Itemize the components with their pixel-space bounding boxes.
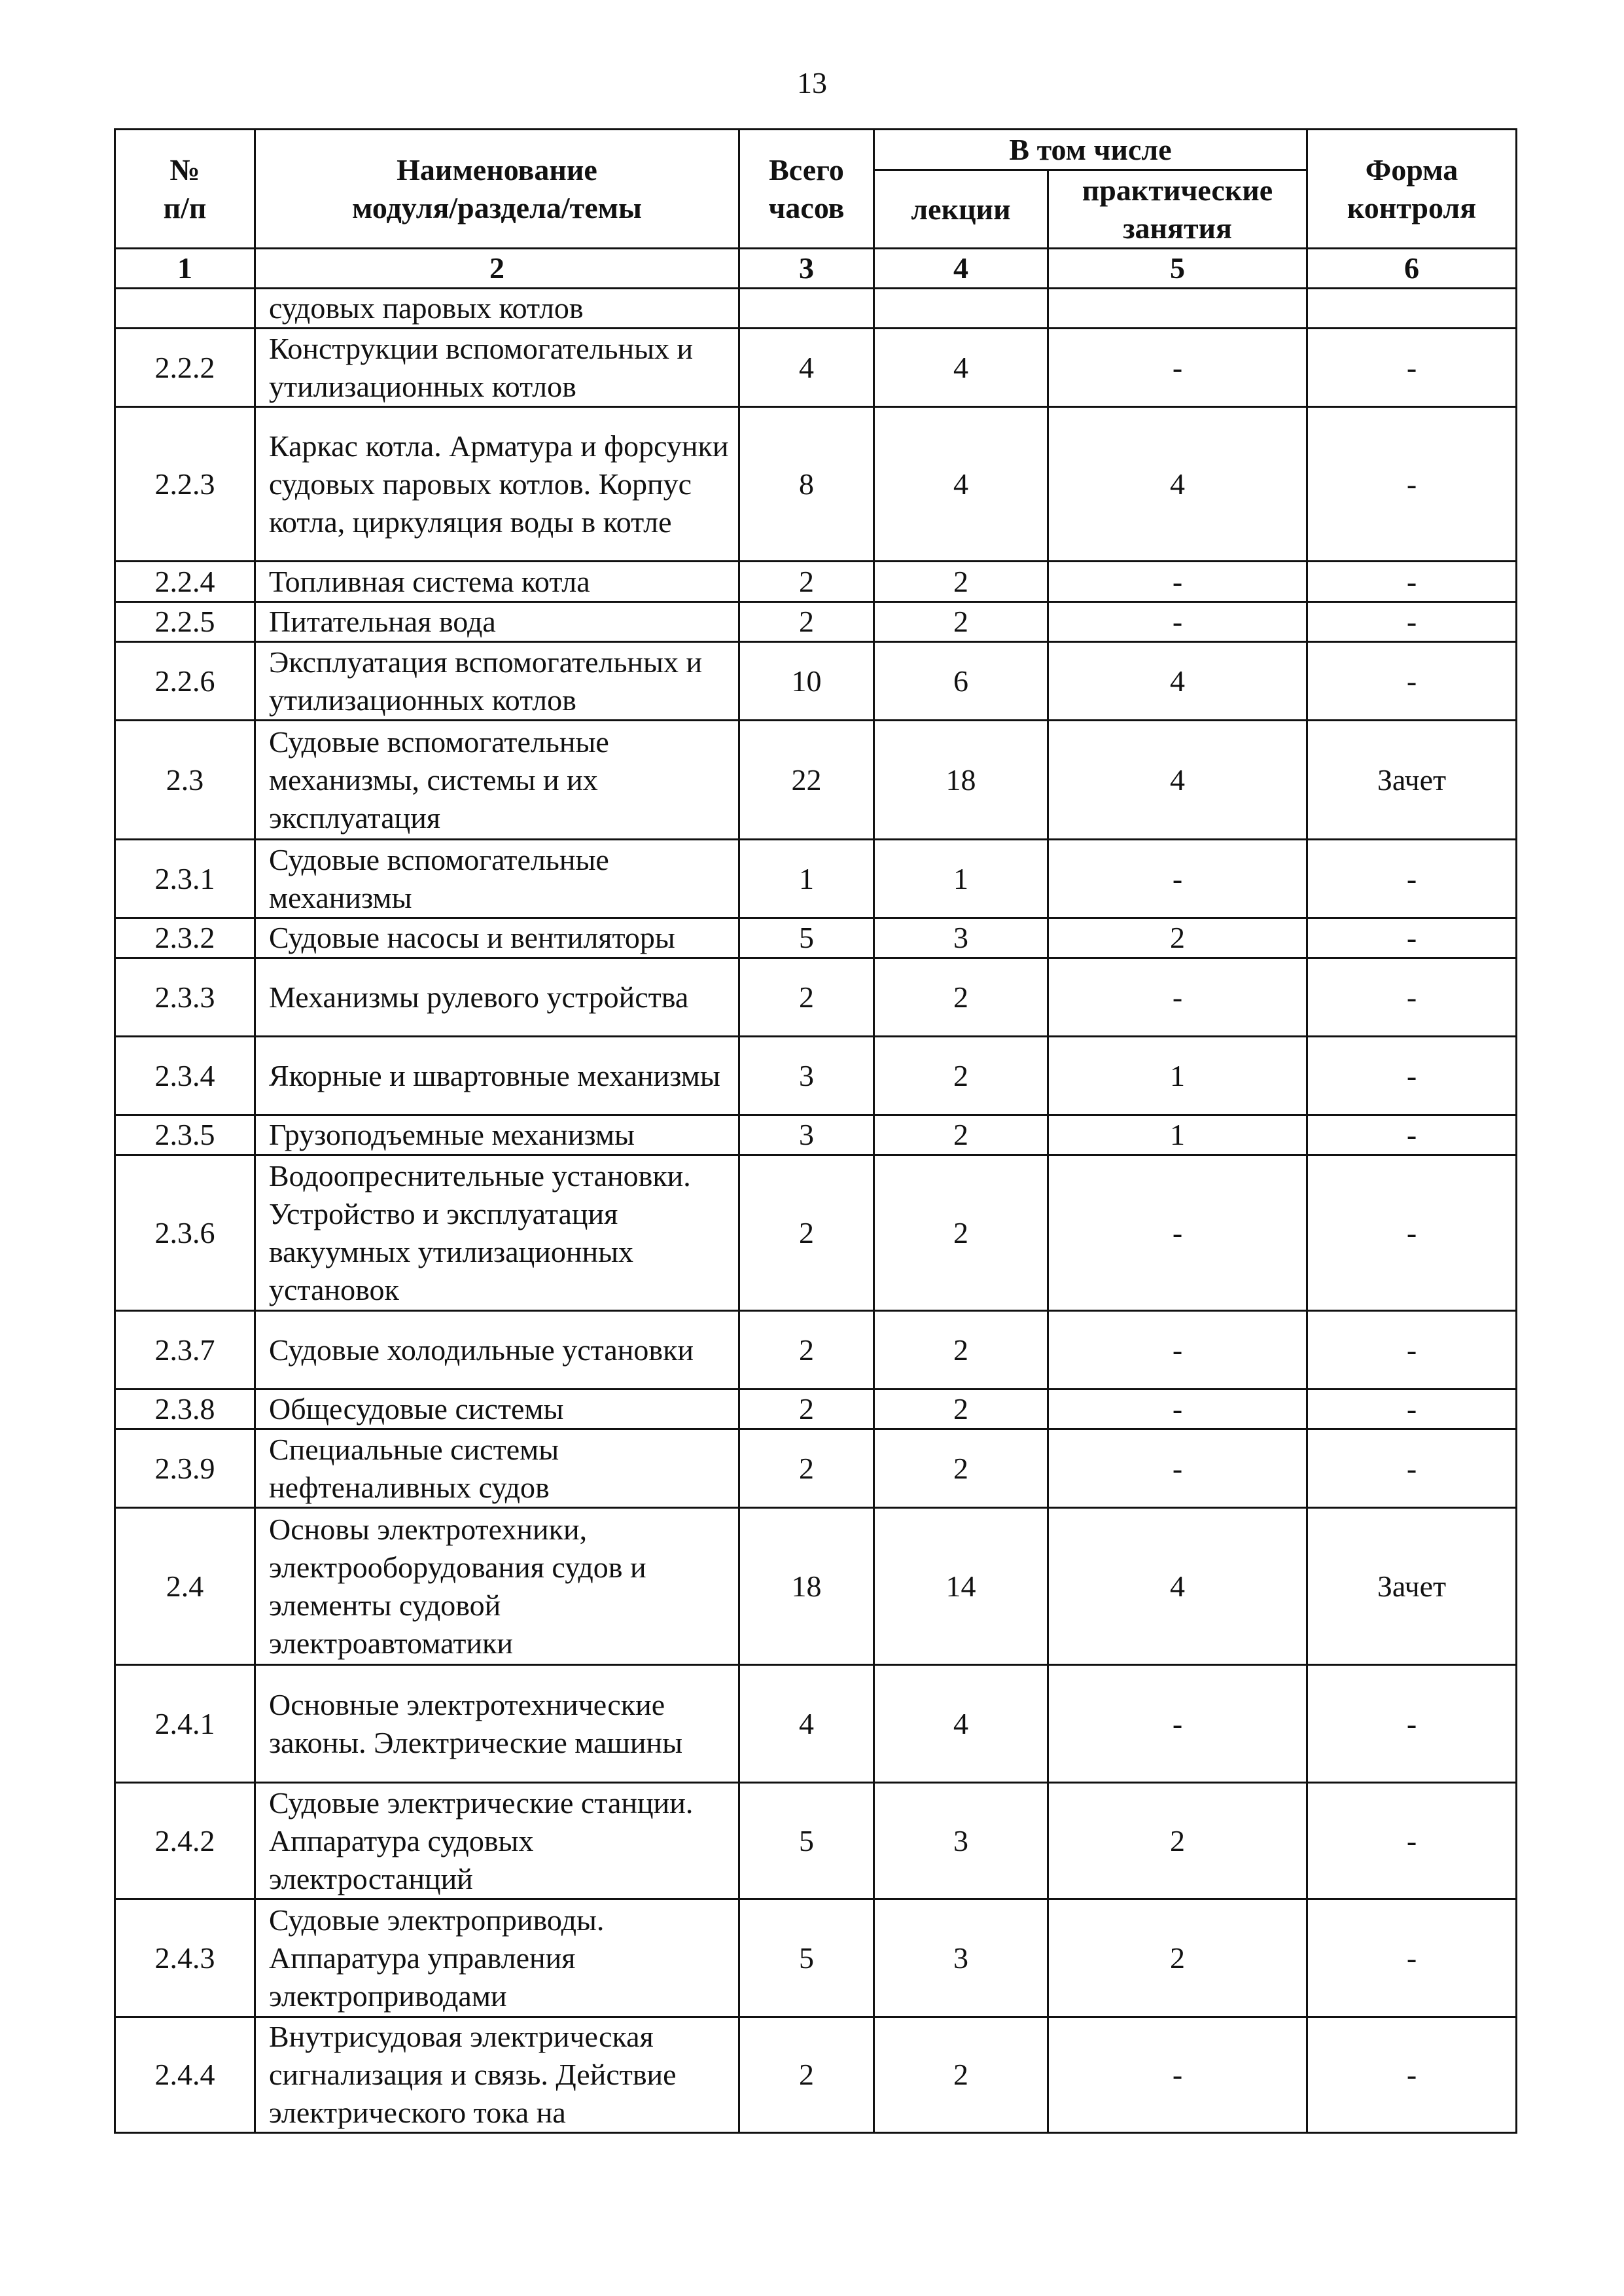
cell-name: Общесудовые системы (255, 1390, 739, 1429)
cell-num: 2.3.4 (115, 1037, 255, 1115)
cell-total: 4 (739, 1665, 874, 1783)
cell-num: 2.3.3 (115, 958, 255, 1037)
header-num: № п/п (115, 130, 255, 249)
cell-total: 3 (739, 1115, 874, 1155)
header-total: Всего часов (739, 130, 874, 249)
col-number: 6 (1307, 249, 1517, 289)
cell-num: 2.2.6 (115, 642, 255, 721)
cell-num: 2.3.6 (115, 1155, 255, 1311)
cell-practice: - (1048, 840, 1307, 918)
cell-total: 2 (739, 2017, 874, 2133)
cell-name: Специальные системы нефтеналивных судов (255, 1429, 739, 1508)
cell-num: 2.4.3 (115, 1899, 255, 2017)
header-practice: практические занятия (1048, 170, 1307, 249)
col-number: 4 (874, 249, 1048, 289)
cell-practice: - (1048, 1429, 1307, 1508)
cell-num: 2.2.4 (115, 562, 255, 602)
cell-control: - (1307, 1390, 1517, 1429)
cell-practice: - (1048, 602, 1307, 642)
cell-name: Каркас котла. Арматура и форсунки судовых паровых котлов. Корпус котла, циркуляция воды в котле (255, 407, 739, 562)
cell-lectures: 4 (874, 329, 1048, 407)
cell-lectures: 2 (874, 562, 1048, 602)
cell-num: 2.4 (115, 1508, 255, 1665)
cell-name: Судовые электрические станции. Аппаратура судовых электростанций (255, 1783, 739, 1899)
cell-control: - (1307, 1429, 1517, 1508)
cell-total: 2 (739, 1390, 874, 1429)
cell-num: 2.2.3 (115, 407, 255, 562)
table-row (115, 1390, 1517, 1429)
cell-control: - (1307, 602, 1517, 642)
cell-num: 2.3.1 (115, 840, 255, 918)
cell-num: 2.2.5 (115, 602, 255, 642)
cell-lectures: 2 (874, 602, 1048, 642)
cell-total: 1 (739, 840, 874, 918)
cell-name: Основы электротехники, электрооборудования судов и элементы судовой электроавтоматики (255, 1508, 739, 1665)
cell-control: - (1307, 1783, 1517, 1899)
cell-name: Водоопреснительные установки. Устройство и эксплуатация вакуумных утилизационных установок (255, 1155, 739, 1311)
cell-lectures (874, 289, 1048, 329)
cell-lectures: 1 (874, 840, 1048, 918)
cell-name: Судовые электроприводы. Аппаратура управления электроприводами (255, 1899, 739, 2017)
table-row (115, 407, 1517, 562)
cell-control: - (1307, 642, 1517, 721)
table-row (115, 2017, 1517, 2133)
table-row (115, 602, 1517, 642)
cell-num (115, 289, 255, 329)
table-row (115, 1665, 1517, 1783)
cell-practice: - (1048, 1311, 1307, 1390)
table-row (115, 642, 1517, 721)
column-number-row (115, 249, 1517, 289)
cell-name: Конструкции вспомогательных и утилизационных котлов (255, 329, 739, 407)
cell-lectures: 4 (874, 1665, 1048, 1783)
cell-lectures: 2 (874, 1155, 1048, 1311)
table-row (115, 562, 1517, 602)
table-row (115, 1783, 1517, 1899)
table-row (115, 1508, 1517, 1665)
cell-total: 2 (739, 602, 874, 642)
cell-num: 2.4.2 (115, 1783, 255, 1899)
cell-name: Якорные и швартовные механизмы (255, 1037, 739, 1115)
cell-name: Механизмы рулевого устройства (255, 958, 739, 1037)
cell-control: - (1307, 1899, 1517, 2017)
cell-practice (1048, 289, 1307, 329)
cell-control: - (1307, 407, 1517, 562)
cell-lectures: 3 (874, 918, 1048, 958)
cell-name: Топливная система котла (255, 562, 739, 602)
page-number: 13 (797, 66, 827, 99)
cell-total: 2 (739, 1311, 874, 1390)
cell-num: 2.4.4 (115, 2017, 255, 2133)
cell-lectures: 2 (874, 1429, 1048, 1508)
cell-lectures: 14 (874, 1508, 1048, 1665)
cell-practice: 4 (1048, 642, 1307, 721)
cell-total: 22 (739, 721, 874, 840)
cell-control: - (1307, 2017, 1517, 2133)
cell-lectures: 4 (874, 407, 1048, 562)
table-row (115, 1899, 1517, 2017)
cell-total: 5 (739, 918, 874, 958)
cell-control: - (1307, 840, 1517, 918)
cell-total: 2 (739, 958, 874, 1037)
table-row (115, 918, 1517, 958)
cell-practice: 1 (1048, 1037, 1307, 1115)
table-row (115, 1311, 1517, 1390)
cell-num: 2.3.2 (115, 918, 255, 958)
table-row (115, 958, 1517, 1037)
cell-num: 2.3 (115, 721, 255, 840)
cell-practice: - (1048, 562, 1307, 602)
cell-total: 5 (739, 1899, 874, 2017)
table-row (115, 1155, 1517, 1311)
table-row (115, 329, 1517, 407)
cell-num: 2.3.8 (115, 1390, 255, 1429)
cell-practice: - (1048, 1155, 1307, 1311)
table-row (115, 1429, 1517, 1508)
cell-total: 3 (739, 1037, 874, 1115)
col-number: 2 (255, 249, 739, 289)
cell-lectures: 2 (874, 1115, 1048, 1155)
cell-lectures: 2 (874, 1311, 1048, 1390)
cell-name: судовых паровых котлов (255, 289, 739, 329)
cell-practice: 2 (1048, 918, 1307, 958)
cell-num: 2.3.9 (115, 1429, 255, 1508)
cell-control: Зачет (1307, 721, 1517, 840)
cell-practice: 4 (1048, 407, 1307, 562)
cell-lectures: 2 (874, 2017, 1048, 2133)
cell-name: Питательная вода (255, 602, 739, 642)
cell-practice: - (1048, 958, 1307, 1037)
cell-lectures: 3 (874, 1899, 1048, 2017)
cell-num: 2.4.1 (115, 1665, 255, 1783)
header-name: Наименование модуля/раздела/темы (255, 130, 739, 249)
cell-practice: 2 (1048, 1899, 1307, 2017)
cell-total: 18 (739, 1508, 874, 1665)
table-row (115, 1115, 1517, 1155)
cell-lectures: 2 (874, 1390, 1048, 1429)
cell-control (1307, 289, 1517, 329)
cell-name: Судовые холодильные установки (255, 1311, 739, 1390)
cell-total (739, 289, 874, 329)
cell-control: - (1307, 1037, 1517, 1115)
cell-total: 2 (739, 562, 874, 602)
cell-lectures: 3 (874, 1783, 1048, 1899)
col-number: 3 (739, 249, 874, 289)
cell-control: Зачет (1307, 1508, 1517, 1665)
cell-practice: 4 (1048, 1508, 1307, 1665)
col-number: 1 (115, 249, 255, 289)
cell-name: Судовые вспомогательные механизмы (255, 840, 739, 918)
table-row (115, 840, 1517, 918)
table-row (115, 1037, 1517, 1115)
header-control: Форма контроля (1307, 130, 1517, 249)
cell-practice: 4 (1048, 721, 1307, 840)
cell-control: - (1307, 918, 1517, 958)
cell-lectures: 18 (874, 721, 1048, 840)
cell-total: 10 (739, 642, 874, 721)
cell-control: - (1307, 1115, 1517, 1155)
cell-total: 4 (739, 329, 874, 407)
cell-num: 2.3.7 (115, 1311, 255, 1390)
cell-name: Внутрисудовая электрическая сигнализация и связь. Действие электрического тока на (255, 2017, 739, 2133)
cell-control: - (1307, 1155, 1517, 1311)
cell-control: - (1307, 1665, 1517, 1783)
cell-control: - (1307, 562, 1517, 602)
cell-total: 8 (739, 407, 874, 562)
header-including: В том числе (874, 130, 1307, 170)
cell-num: 2.3.5 (115, 1115, 255, 1155)
cell-lectures: 2 (874, 1037, 1048, 1115)
cell-practice: - (1048, 329, 1307, 407)
cell-lectures: 6 (874, 642, 1048, 721)
cell-practice: - (1048, 2017, 1307, 2133)
cell-name: Судовые насосы и вентиляторы (255, 918, 739, 958)
table-row (115, 289, 1517, 329)
cell-total: 5 (739, 1783, 874, 1899)
cell-total: 2 (739, 1155, 874, 1311)
table-row (115, 721, 1517, 840)
cell-control: - (1307, 1311, 1517, 1390)
cell-practice: - (1048, 1665, 1307, 1783)
cell-name: Судовые вспомогательные механизмы, системы и их эксплуатация (255, 721, 739, 840)
cell-practice: 2 (1048, 1783, 1307, 1899)
cell-control: - (1307, 329, 1517, 407)
curriculum-table (114, 128, 1517, 2134)
col-number: 5 (1048, 249, 1307, 289)
cell-name: Грузоподъемные механизмы (255, 1115, 739, 1155)
cell-practice: - (1048, 1390, 1307, 1429)
cell-lectures: 2 (874, 958, 1048, 1037)
cell-total: 2 (739, 1429, 874, 1508)
cell-name: Эксплуатация вспомогательных и утилизационных котлов (255, 642, 739, 721)
cell-num: 2.2.2 (115, 329, 255, 407)
cell-control: - (1307, 958, 1517, 1037)
cell-name: Основные электротехнические законы. Электрические машины (255, 1665, 739, 1783)
header-lectures: лекции (874, 170, 1048, 249)
cell-practice: 1 (1048, 1115, 1307, 1155)
